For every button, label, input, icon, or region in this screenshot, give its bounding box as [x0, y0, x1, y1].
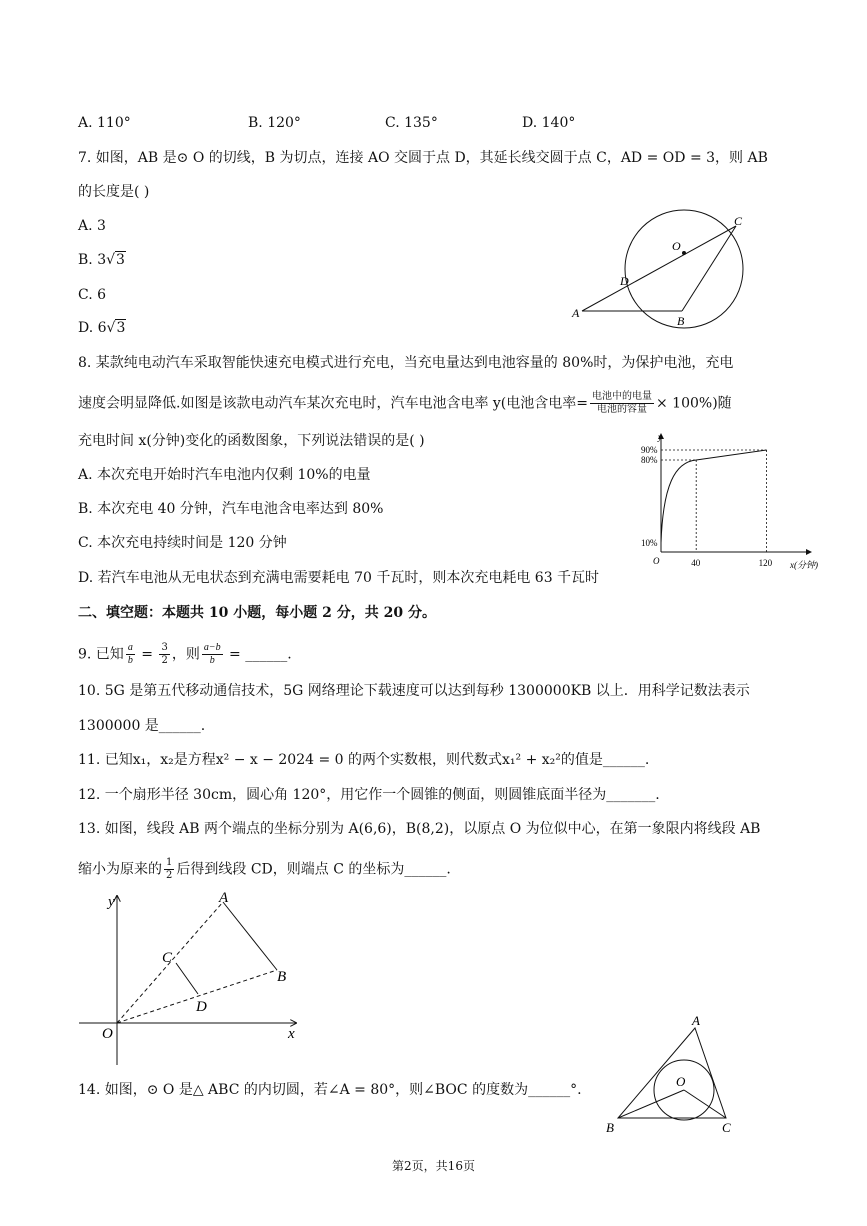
q6-option-d: D. 140° — [522, 115, 576, 131]
q8-tick-y80: 80% — [641, 455, 658, 465]
q8-origin-label: O — [653, 556, 660, 566]
q7-label-b: B — [677, 314, 685, 328]
q9-stem: 9. 已知 $\frac{a}{b}$ = $\frac{3}{2}$ ，则 $\frac{a-b}{b}$ = ______. — [78, 642, 292, 666]
q13-figure — [74, 890, 304, 1070]
q7-stem-line1: 7. 如图，AB 是⊙ O 的切线，B 为切点，连接 AO 交圆于点 D，其延长线交圆于点 C，AD = OD = 3，则 AB — [78, 150, 768, 166]
q14-label-o: O — [676, 1074, 686, 1089]
q13-stem-line1: 13. 如图，线段 AB 两个端点的坐标分别为 A(6,6)，B(8,2)，以原点 O 为位似中心，在第一象限内将线段 AB — [78, 821, 761, 837]
q6-option-a: A. 110° — [78, 115, 131, 131]
q14-stem: 14. 如图，⊙ O 是△ ABC 的内切圆，若∠A = 80°，则∠BOC 的度数为______°. — [78, 1082, 582, 1098]
q8-stem-line3: 充电时间 x(分钟)变化的函数图象，下列说法错误的是( ) — [78, 433, 425, 449]
q13-label-x: x — [288, 1026, 295, 1042]
q8-y-axis-label: y — [658, 432, 662, 442]
q14-line-bo — [618, 1090, 684, 1118]
q8-stem-line1: 8. 某款纯电动汽车采取智能快速充电模式进行充电，当充电量达到电池容量的 80%时，为保护电池，充电 — [78, 355, 734, 371]
q8-stem-line2: 速度会明显降低.如图是该款电动汽车某次充电时，汽车电池含电率 y(电池含电率= $\frac{\text{电池中的电量}}{\text{电池的容量}}$ × 100%)随 — [78, 391, 732, 415]
q14-label-b: B — [606, 1120, 614, 1135]
q7-label-a: A — [572, 306, 580, 320]
q14-label-a: A — [692, 1013, 700, 1028]
q8-tick-y10: 10% — [641, 538, 658, 548]
q8-chart — [636, 428, 836, 574]
q8-tick-x120: 120 — [758, 558, 773, 568]
q10-stem-line1: 10. 5G 是第五代移动通信技术，5G 网络理论下载速度可以达到每秒 1300000KB 以上．用科学记数法表示 — [78, 683, 750, 699]
q7-option-a: A. 3 — [78, 218, 106, 234]
q13-line-ob — [117, 970, 277, 1023]
section-fill-in-heading: 二、填空题：本题共 10 小题，每小题 2 分，共 20 分。 — [78, 605, 436, 621]
q6-option-c: C. 135° — [385, 115, 438, 131]
q13-label-y: y — [108, 894, 115, 910]
q11-stem: 11. 已知x₁，x₂是方程x² − x − 2024 = 0 的两个实数根，则代数式x₁² + x₂²的值是______. — [78, 752, 650, 768]
q13-segment-cd — [176, 963, 198, 994]
q6-option-b: B. 120° — [248, 115, 301, 131]
q8-option-b: B. 本次充电 40 分钟，汽车电池含电率达到 80% — [78, 501, 384, 517]
q8-x-axis-label: x(分钟) — [790, 560, 818, 570]
q7-line-ac — [582, 226, 736, 311]
q7-line-bc — [682, 226, 736, 311]
q13-label-c: C — [162, 950, 173, 966]
q14-label-c: C — [722, 1120, 731, 1135]
q8-tick-y90: 90% — [641, 445, 658, 455]
q7-figure — [564, 206, 754, 336]
q13-segment-ab — [223, 902, 277, 970]
q13-stem-line2: 缩小为原来的 $\frac{1}{2}$ 后得到线段 CD，则端点 C 的坐标为______. — [78, 857, 451, 881]
q8-option-d: D. 若汽车电池从无电状态到充满电需要耗电 70 千瓦时，则本次充电耗电 63 千瓦时 — [78, 570, 600, 586]
q10-stem-line2: 1300000 是______. — [78, 718, 206, 734]
q7-label-o: O — [672, 239, 681, 253]
q7-option-c: C. 6 — [78, 287, 107, 303]
q7-label-c: C — [734, 214, 743, 228]
q7-option-b: B. 3√3 — [78, 252, 125, 268]
q7-circle — [625, 210, 743, 328]
q8-series-line — [661, 450, 767, 543]
q13-label-d: D — [196, 999, 207, 1015]
q7-option-d: D. 6√3 — [78, 320, 126, 336]
q8-option-c: C. 本次充电持续时间是 120 分钟 — [78, 535, 287, 551]
q13-label-a: A — [219, 890, 229, 906]
q14-line-co — [684, 1090, 726, 1118]
q14-figure — [600, 1008, 750, 1138]
q13-label-b: B — [277, 969, 287, 985]
q12-stem: 12. 一个扇形半径 30cm，圆心角 120°，用它作一个圆锥的侧面，则圆锥底面半径为_______. — [78, 787, 660, 803]
q7-stem-line2: 的长度是( ) — [78, 184, 150, 200]
q8-tick-x40: 40 — [691, 558, 701, 568]
q13-label-o: O — [102, 1026, 113, 1042]
page-footer: 第2页，共16页 — [392, 1159, 475, 1173]
q8-option-a: A. 本次充电开始时汽车电池内仅剩 10%的电量 — [78, 467, 371, 483]
q8-guides — [661, 450, 767, 552]
q7-label-d: D — [620, 274, 629, 288]
q7-center-dot — [682, 251, 686, 255]
